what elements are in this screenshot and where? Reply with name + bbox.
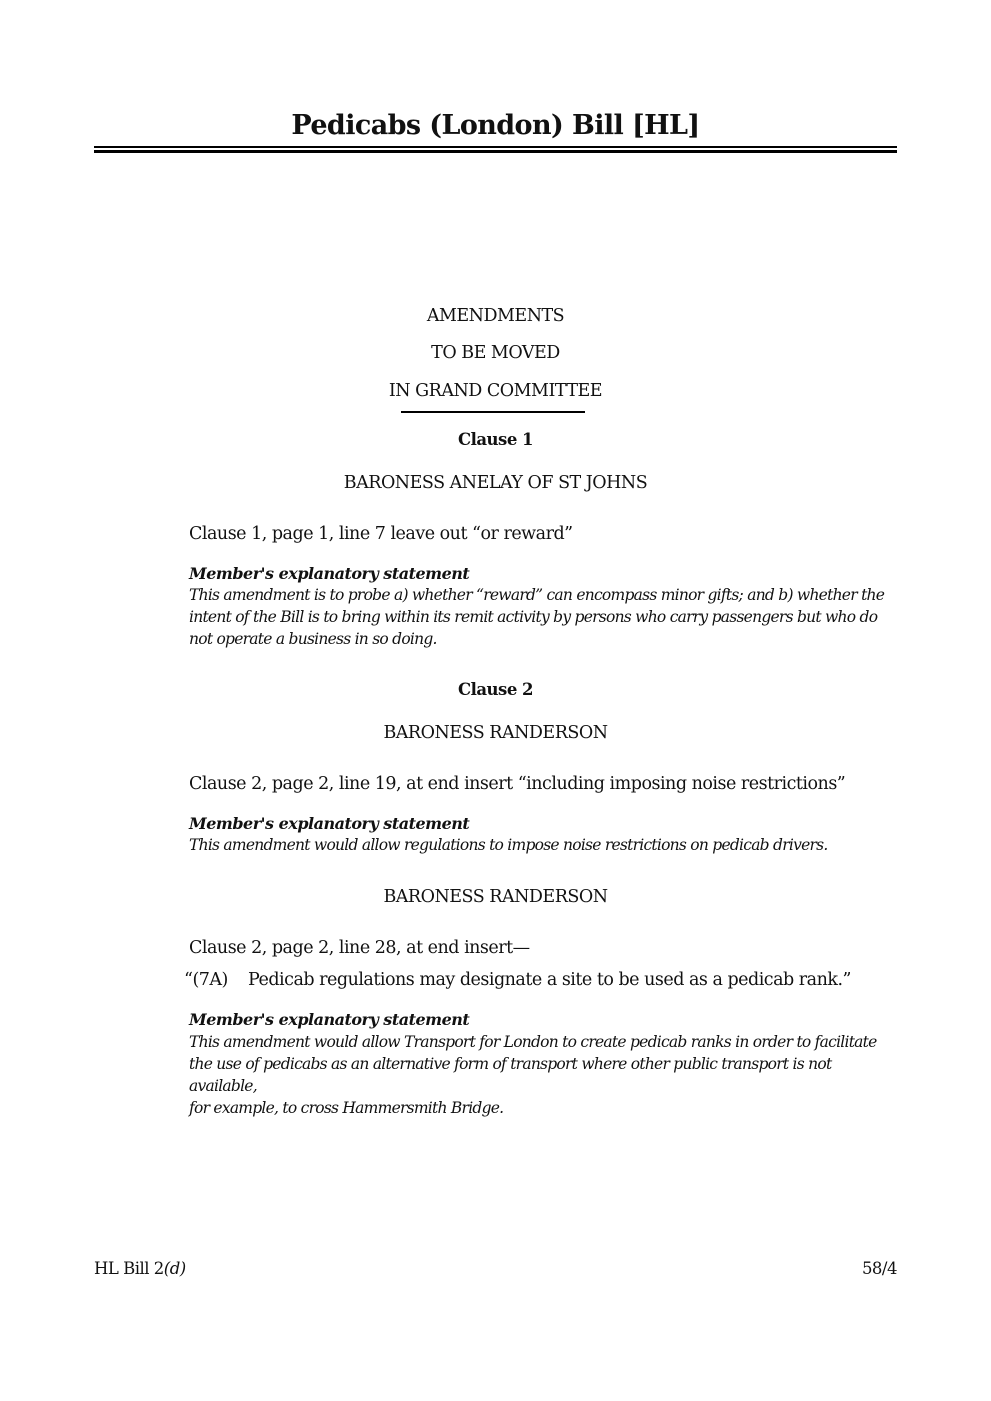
statement-line: not operate a business in so doing. (189, 630, 437, 648)
bill-reference-suffix: (d) (163, 1259, 186, 1278)
clause-heading-2: Clause 2 (457, 680, 534, 699)
amendment-text: Clause 2, page 2, line 28, at end insert— (189, 938, 530, 958)
explanatory-statement-heading: Member's explanatory statement (189, 814, 470, 833)
heading-to-be-moved: TO BE MOVED (431, 343, 560, 363)
heading-rule (401, 411, 585, 413)
statement-line: This amendment would allow Transport for London to create pedicab ranks in order to facilitate (189, 1033, 877, 1051)
title-rule-thick (94, 150, 897, 153)
subsection-number: “(7A) (184, 970, 228, 990)
clause-heading-1: Clause 1 (457, 430, 534, 449)
statement-line: the use of pedicabs as an alternative form of transport where other public transport is not available, (189, 1055, 832, 1095)
title-rule-thin (94, 146, 897, 148)
statement-line: This amendment is to probe a) whether “reward” can encompass minor gifts; and b) whether the (189, 586, 885, 604)
bill-reference (94, 1257, 186, 1281)
member-name: BARONESS RANDERSON (383, 887, 608, 907)
explanatory-statement-body (189, 834, 901, 856)
amendment-text: Clause 2, page 2, line 19, at end insert “including imposing noise restrictions” (189, 774, 846, 794)
member-name: BARONESS RANDERSON (383, 723, 608, 743)
bill-title: Pedicabs (London) Bill [HL] (291, 110, 700, 141)
statement-line: for example, to cross Hammersmith Bridge. (189, 1099, 504, 1117)
explanatory-statement-heading: Member's explanatory statement (189, 564, 470, 583)
heading-amendments: AMENDMENTS (426, 306, 565, 326)
amendment-text: Clause 1, page 1, line 7 leave out “or reward” (189, 524, 573, 544)
subsection-text: Pedicab regulations may designate a site to be used as a pedicab rank.” (248, 970, 851, 990)
statement-line: intent of the Bill is to bring within its remit activity by persons who carry passengers but who do (189, 608, 878, 626)
explanatory-statement-heading: Member's explanatory statement (189, 1010, 470, 1029)
explanatory-statement-body (189, 1031, 901, 1119)
page-reference: 58/4 (861, 1259, 897, 1278)
heading-grand-committee: IN GRAND COMMITTEE (388, 381, 603, 401)
statement-line: This amendment would allow regulations to impose noise restrictions on pedicab drivers. (189, 836, 828, 854)
inserted-subsection (184, 968, 904, 992)
member-name: BARONESS ANELAY OF ST JOHNS (343, 473, 648, 493)
bill-reference-prefix: HL Bill 2 (94, 1259, 164, 1278)
explanatory-statement-body (189, 584, 901, 650)
